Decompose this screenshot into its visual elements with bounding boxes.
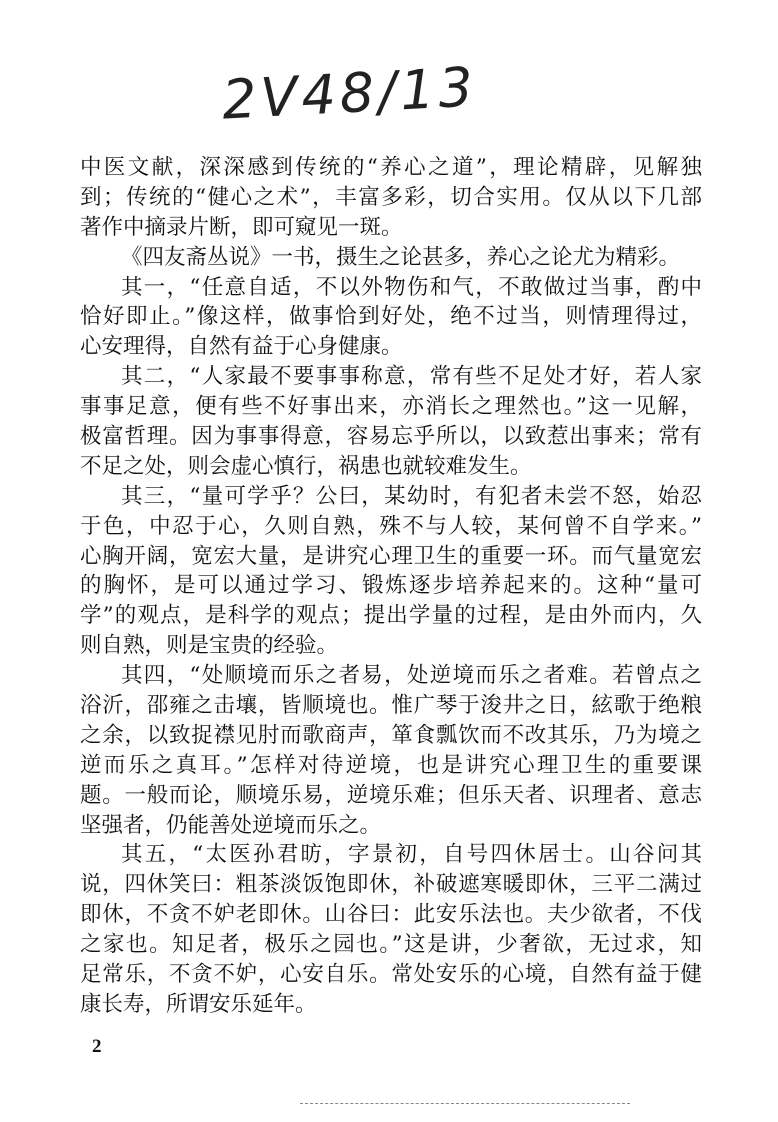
text-line: 浴沂，邵雍之击壤，皆顺境也。惟广琴于浚井之日，絃歌于绝粮 xyxy=(80,693,702,719)
page-number: 2 xyxy=(92,1036,102,1057)
text-line: 中医文献，深深感到传统的“养心之道”，理论精辟，见解独 xyxy=(80,155,702,180)
text-line: 逆而乐之真耳。”怎样对待逆境，也是讲究心理卫生的重要课 xyxy=(80,752,702,778)
text-line: 说，四休笑曰：粗茶淡饭饱即休，补破遮寒暖即休，三平二满过 xyxy=(80,872,702,898)
text-line: 之余，以致捉襟见肘而歌商声，箪食瓢饮而不改其乐，乃为境之 xyxy=(80,722,702,748)
paragraph xyxy=(80,482,702,661)
paragraph xyxy=(80,273,702,363)
text-line: 《四友斋丛说》一书，摄生之论甚多，养心之论尤为精彩。 xyxy=(121,244,681,270)
paragraph xyxy=(80,661,702,840)
text-line: 不足之处，则会虚心慎行，祸患也就较难发生。 xyxy=(80,453,532,479)
text-line: 其三，“量可学乎？公曰，某幼时，有犯者未尝不怒，始忍 xyxy=(121,483,702,509)
text-line: 题。一般而论，顺境乐易，逆境乐难；但乐天者、识理者、意志 xyxy=(80,782,702,808)
text-line: 其一，“任意自适，不以外物伤和气，不敢做过当事，酌中 xyxy=(121,274,702,300)
text-line: 恰好即止。”像这样，做事恰到好处，绝不过当，则情理得过， xyxy=(80,304,702,330)
text-line: 事事足意，便有些不好事出来，亦消长之理然也。”这一见解， xyxy=(80,394,702,420)
text-line: 坚强者，仍能善处逆境而乐之。 xyxy=(80,812,382,838)
text-line: 心安理得，自然有益于心身健康。 xyxy=(80,334,403,360)
page-body-text xyxy=(80,153,702,1020)
text-line: 其二，“人家最不要事事称意，常有些不足处才好，若人家 xyxy=(121,364,702,390)
text-line: 心胸开阔，宽宏大量，是讲究心理卫生的重要一环。而气量宽宏 xyxy=(80,543,702,569)
text-line: 其五，“太医孙君昉，字景初，自号四休居士。山谷问其 xyxy=(121,842,702,868)
text-line: 其四，“处顺境而乐之者易，处逆境而乐之者难。若曾点之 xyxy=(121,663,702,689)
paragraph xyxy=(80,840,702,1019)
text-line: 著作中摘录片断，即可窥见一斑。 xyxy=(80,214,403,240)
paragraph xyxy=(80,362,702,482)
text-line: 极富哲理。因为事事得意，容易忘乎所以，以致惹出事来；常有 xyxy=(80,424,702,450)
paragraph xyxy=(80,243,702,273)
text-line: 于色，中忍于心，久则自熟，殊不与人较，某何曾不自学来。” xyxy=(80,513,702,539)
text-line: 即休，不贪不妒老即休。山谷曰：此安乐法也。夫少欲者，不伐 xyxy=(80,902,702,928)
text-line: 足常乐，不贪不妒，心安自乐。常处安乐的心境，自然有益于健 xyxy=(80,962,702,988)
text-line: 之家也。知足者，极乐之园也。”这是讲，少奢欲，无过求，知 xyxy=(80,932,702,958)
text-line: 的胸怀，是可以通过学习、锻炼逐步培养起来的。这种“量可 xyxy=(80,573,702,599)
text-line: 学”的观点，是科学的观点；提出学量的过程，是由外而内，久 xyxy=(80,603,702,629)
text-line: 康长寿，所谓安乐延年。 xyxy=(80,991,317,1017)
scan-edge-line xyxy=(300,1103,630,1104)
handwritten-annotation: 2V48/13 xyxy=(220,55,479,132)
text-line: 到；传统的“健心之术”，丰富多彩，切合实用。仅从以下几部 xyxy=(80,184,702,210)
text-line: 则自熟，则是宝贵的经验。 xyxy=(80,633,339,659)
paragraph xyxy=(80,153,702,243)
